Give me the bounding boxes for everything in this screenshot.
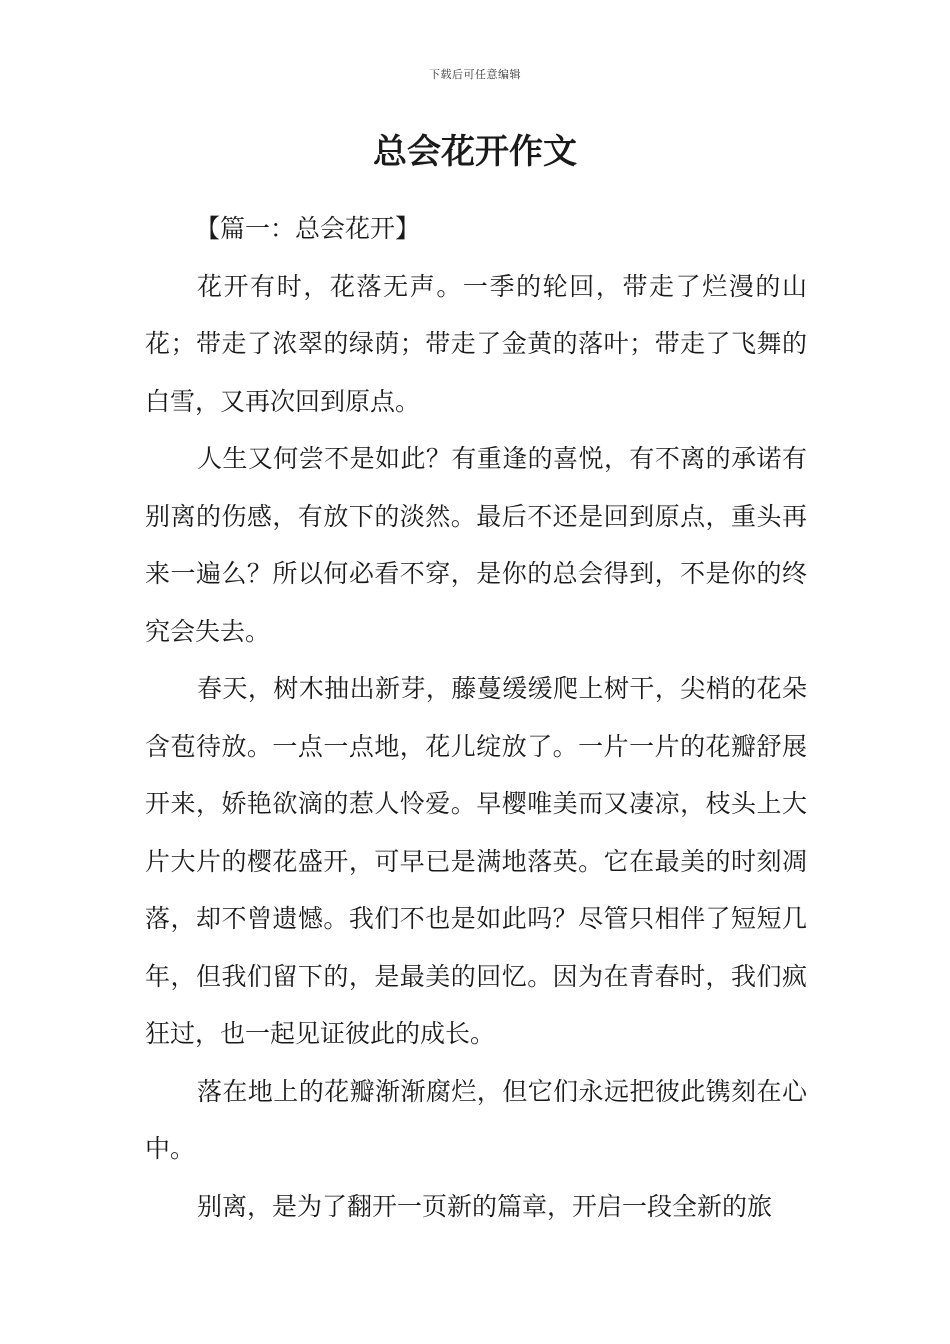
document-title: 总会花开作文 bbox=[373, 132, 577, 172]
section-heading: 【篇一：总会花开】 bbox=[195, 214, 421, 243]
page-header-note: 下载后可任意编辑 bbox=[429, 68, 521, 81]
document-body bbox=[145, 200, 807, 1235]
paragraph-3: 春天，树木抽出新芽，藤蔓缓缓爬上树干，尖梢的花朵含苞待放。一点一点地，花儿绽放了。一片一片的花瓣舒展开来，娇艳欲滴的惹人怜爱。早樱唯美而又凄凉，枝头上大片大片的樱花盛开，可早已是满地落英。它在最美的时刻凋落，却不曾遗憾。我们不也是如此吗？尽管只相伴了短短几年，但我们留下的，是最美的回忆。因为在青春时，我们疯狂过，也一起见证彼此的成长。 bbox=[145, 674, 807, 1048]
paragraph-5: 别离，是为了翻开一页新的篇章，开启一段全新的旅 bbox=[197, 1191, 773, 1221]
paragraph-4: 落在地上的花瓣渐渐腐烂，但它们永远把彼此镌刻在心中。 bbox=[145, 1076, 807, 1163]
paragraph-2: 人生又何尝不是如此？有重逢的喜悦，有不离的承诺有别离的伤感，有放下的淡然。最后不还是回到原点，重头再来一遍么？所以何必看不穿，是你的总会得到，不是你的终究会失去。 bbox=[145, 444, 807, 646]
paragraph-1: 花开有时，花落无声。一季的轮回，带走了烂漫的山花；带走了浓翠的绿荫；带走了金黄的落叶；带走了飞舞的白雪，又再次回到原点。 bbox=[145, 271, 807, 416]
